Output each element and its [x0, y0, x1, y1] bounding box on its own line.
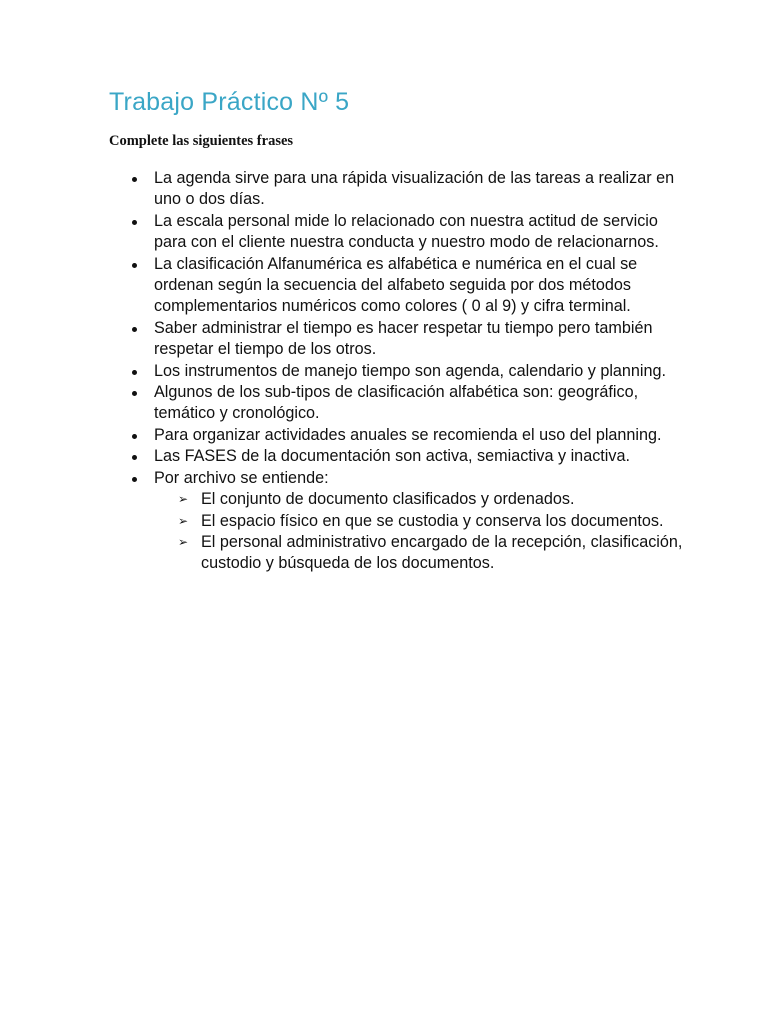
page-title: Trabajo Práctico Nº 5 [109, 88, 350, 116]
bullet-dot-icon [132, 263, 137, 268]
sub-list-item [154, 511, 688, 532]
bullet-dot-icon [132, 391, 137, 396]
bullet-dot-icon [132, 434, 137, 439]
bullet-list [128, 168, 688, 575]
list-item [128, 168, 688, 211]
sub-list-item [154, 489, 688, 510]
list-item [128, 361, 688, 382]
list-item [128, 446, 688, 467]
list-item [128, 468, 688, 575]
arrow-right-icon: ➢ [178, 513, 189, 528]
bullet-dot-icon [132, 455, 137, 460]
bullet-dot-icon [132, 370, 137, 375]
list-item-text: La clasificación Alfanumérica es alfabética e numérica en el cual se ordenan según la secuencia del alfabeto seguida por dos métodos complementarios numéricos como colores ( 0 al 9) y cifra terminal. [154, 254, 638, 316]
bullet-dot-icon [132, 220, 137, 225]
sub-list-item [154, 532, 688, 575]
list-item-text: Los instrumentos de manejo tiempo son agenda, calendario y planning. [154, 361, 667, 380]
arrow-right-icon: ➢ [178, 534, 189, 549]
list-item [128, 254, 688, 318]
bullet-dot-icon [132, 177, 137, 182]
list-item-text: La escala personal mide lo relacionado con nuestra actitud de servicio para con el cliente nuestra conducta y nuestro modo de relacionarnos. [154, 211, 659, 252]
list-item-text: Saber administrar el tiempo es hacer respetar tu tiempo pero también respetar el tiempo de los otros. [154, 318, 653, 359]
list-item-text: La agenda sirve para una rápida visualización de las tareas a realizar en uno o dos días. [154, 169, 675, 209]
sub-list-item-text: El personal administrativo encargado de la recepción, clasificación, custodio y búsqueda de los documentos. [201, 532, 683, 573]
list-item [128, 382, 688, 425]
page-subtitle: Complete las siguientes frases [109, 133, 294, 149]
list-item [128, 318, 688, 361]
list-item [128, 211, 688, 254]
list-item-text: Por archivo se entiende: [154, 468, 329, 487]
sub-list-item-text: El espacio físico en que se custodia y conserva los documentos. [201, 511, 664, 530]
sub-list [154, 489, 688, 575]
bullet-dot-icon [132, 477, 137, 482]
list-item [128, 425, 688, 446]
bullet-dot-icon [132, 327, 137, 332]
list-item-text: Para organizar actividades anuales se recomienda el uso del planning. [154, 425, 662, 444]
sub-list-item-text: El conjunto de documento clasificados y ordenados. [201, 490, 575, 509]
list-item-text: Las FASES de la documentación son activa, semiactiva y inactiva. [154, 447, 630, 466]
list-item-text: Algunos de los sub-tipos de clasificación alfabética son: geográfico, temático y cronológico. [154, 383, 639, 423]
arrow-right-icon: ➢ [178, 492, 189, 507]
